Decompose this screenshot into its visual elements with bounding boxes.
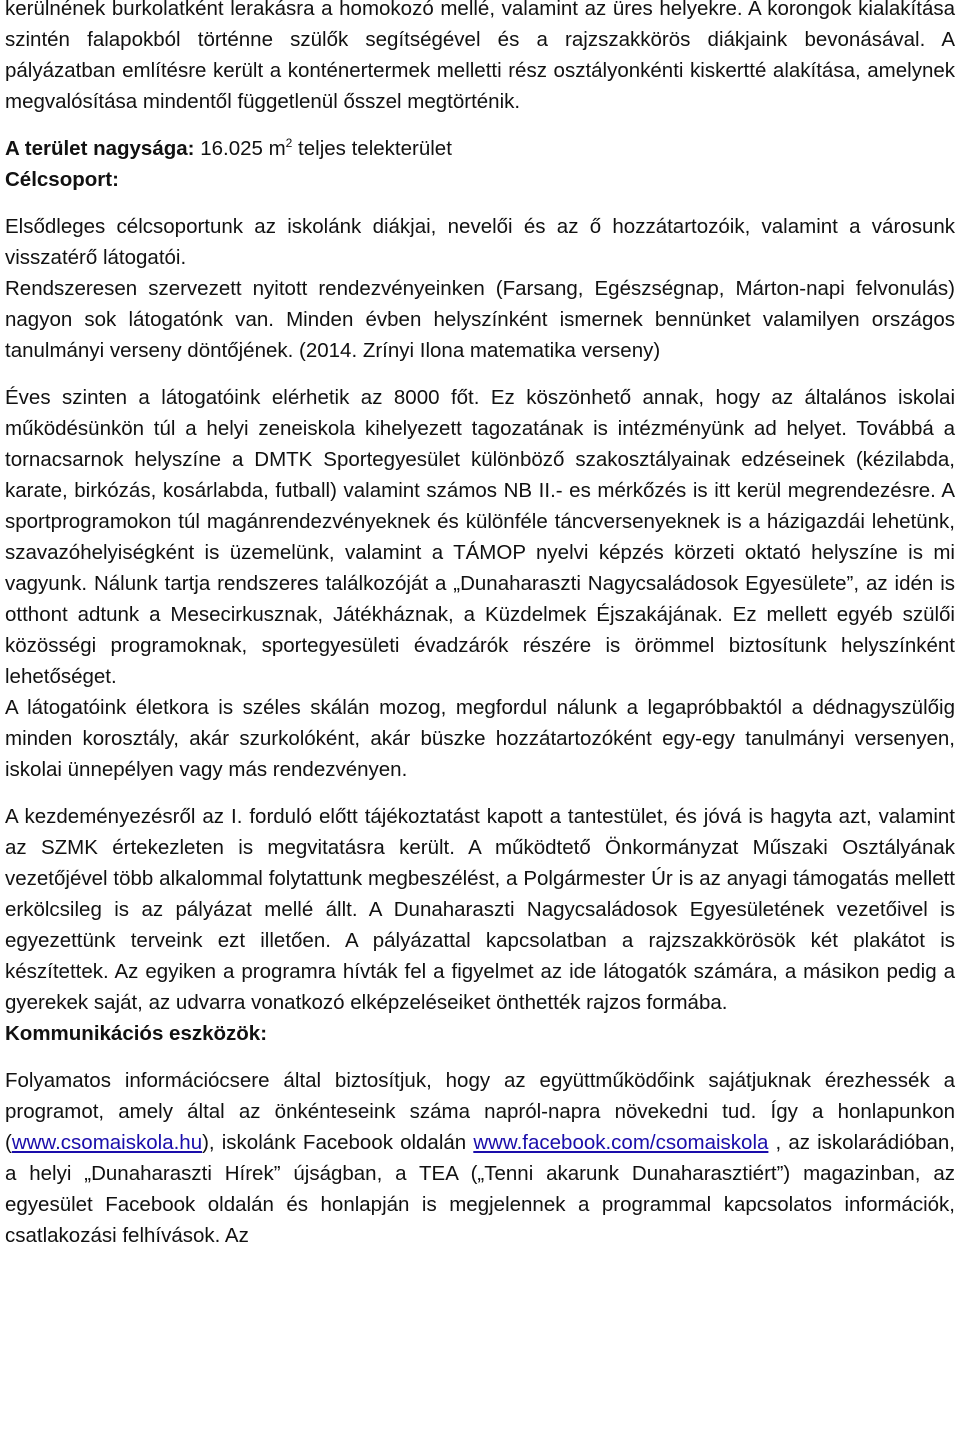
communication-text-middle: ), iskolánk Facebook oldalán: [202, 1131, 474, 1154]
communication-text-start: Folyamatos információcsere által biztosítjuk, hogy az együttműködőink sajátjuknak érezhessék a programot, amely által az önkénteseink száma napról-napra növekedni tud. Így a honlapunkon (: [5, 1069, 955, 1154]
target-group-heading: Célcsoport:: [5, 168, 119, 191]
area-unit-superscript: 2: [285, 136, 293, 151]
paragraph-target-primary: Elsődleges célcsoportunk az iskolánk diákjai, nevelői és az ő hozzátartozóik, valamint a városunk visszatérő látogatói.: [5, 215, 955, 269]
area-description: teljes telekterület: [292, 137, 452, 160]
paragraph-visitor-ages: A látogatóink életkora is széles skálán mozog, megfordul nálunk a legapróbbaktól a dédnagyszülőig minden korosztály, akár szurkolóként, akár büszke hozzátartozóként egy-egy tanulmányi versenyen, iskolai ünnepélyen vagy más rendezvényen.: [5, 696, 955, 781]
paragraph-intro: kerülnének burkolatként lerakásra a homokozó mellé, valamint az üres helyekre. A korongok kialakítása szintén falapokból történne szülők segítségével és a rajzszakkörös diákjaink bevonásával. A pályázatban említésre került a konténertermek melletti rész osztályonkénti kiskertté alakítása, amelynek megvalósítása mindentől függetlenül ősszel megtörténik.: [5, 0, 955, 113]
communication-heading: Kommunikációs eszközök:: [5, 1022, 268, 1045]
paragraph-visitors: Éves szinten a látogatóink elérhetik az 8000 főt. Ez köszönhető annak, hogy az általános iskolai működésünkön túl a helyi zeneiskola kihelyezett tagozatának is intézményünk ad helyet. Továbbá a tornacsarnok helyszíne a DMTK Sportegyesület különböző szakosztályainak edzéseinek (kézilabda, karate, birkózás, kosárlabda, futball) valamint számos NB II.- es mérkőzés is itt kerül megrendezésre. A sportprogramokon túl magánrendezvényeknek és különféle táncversenyeknek is a házigazdái lehetünk, szavazóhelyiségként is üzemelünk, valamint a TÁMOP nyelvi képzés körzeti oktató helyszíne is mi vagyunk. Nálunk tartja rendszeres találkozóját a „Dunaharaszti Nagycsaládosok Egyesülete”, az idén is otthont adtunk a Mesecirkusznak, Játékháznak, a Küzdelmek Éjszakájának. Ez mellett egyéb szülői közösségi programoknak, sportegyesületi évadzárók részére is örömmel biztosítunk helyszínként lehetőséget.: [5, 386, 955, 688]
area-line: [5, 133, 955, 164]
school-website-link[interactable]: www.csomaiskola.hu: [11, 1131, 203, 1154]
area-label: A terület nagysága:: [5, 137, 195, 160]
communication-text-end: , az iskolarádióban, a helyi „Dunaharaszti Hírek” újságban, a TEA („Tenni akarunk Dunaharasztiért”) magazinban, az egyesület Facebook oldalán és honlapján is megjelennek a programmal kapcsolatos információk, csatlakozási felhívások. Az: [5, 1131, 956, 1247]
paragraph-target-events: Rendszeresen szervezett nyitott rendezvényeinken (Farsang, Egészségnap, Márton-napi felvonulás) nagyon sok látogatónk van. Minden évben helyszínként ismernek bennünket valamilyen országos tanulmányi verseny döntőjének. (2014. Zrínyi Ilona matematika verseny): [5, 277, 955, 362]
paragraph-initiative: A kezdeményezésről az I. forduló előtt tájékoztatást kapott a tantestület, és jóvá is hagyta azt, valamint az SZMK értekezleten is megvitatásra került. A működtető Önkormányzat Műszaki Osztályának vezetőjével több alkalommal folytattunk megbeszélést, a Polgármester Úr is az anyagi támogatás mellett erkölcsileg is az pályázat mellé állt. A Dunaharaszti Nagycsaládosok Egyesületének vezetőivel is egyezettünk terveink ezt illetően. A pályázattal kapcsolatban a rajzszakkörösök két plakátot is készítettek. Az egyiken a programra hívták fel a figyelmet az ide látogatók számára, a másikon pedig a gyerekek saját, az udvarra vonatkozó elképzeléseiket önthették rajzos formába.: [5, 805, 955, 1014]
paragraph-communication: [5, 1065, 955, 1251]
area-value: 16.025 m: [194, 137, 286, 160]
facebook-page-link[interactable]: www.facebook.com/csomaiskola: [473, 1131, 769, 1154]
